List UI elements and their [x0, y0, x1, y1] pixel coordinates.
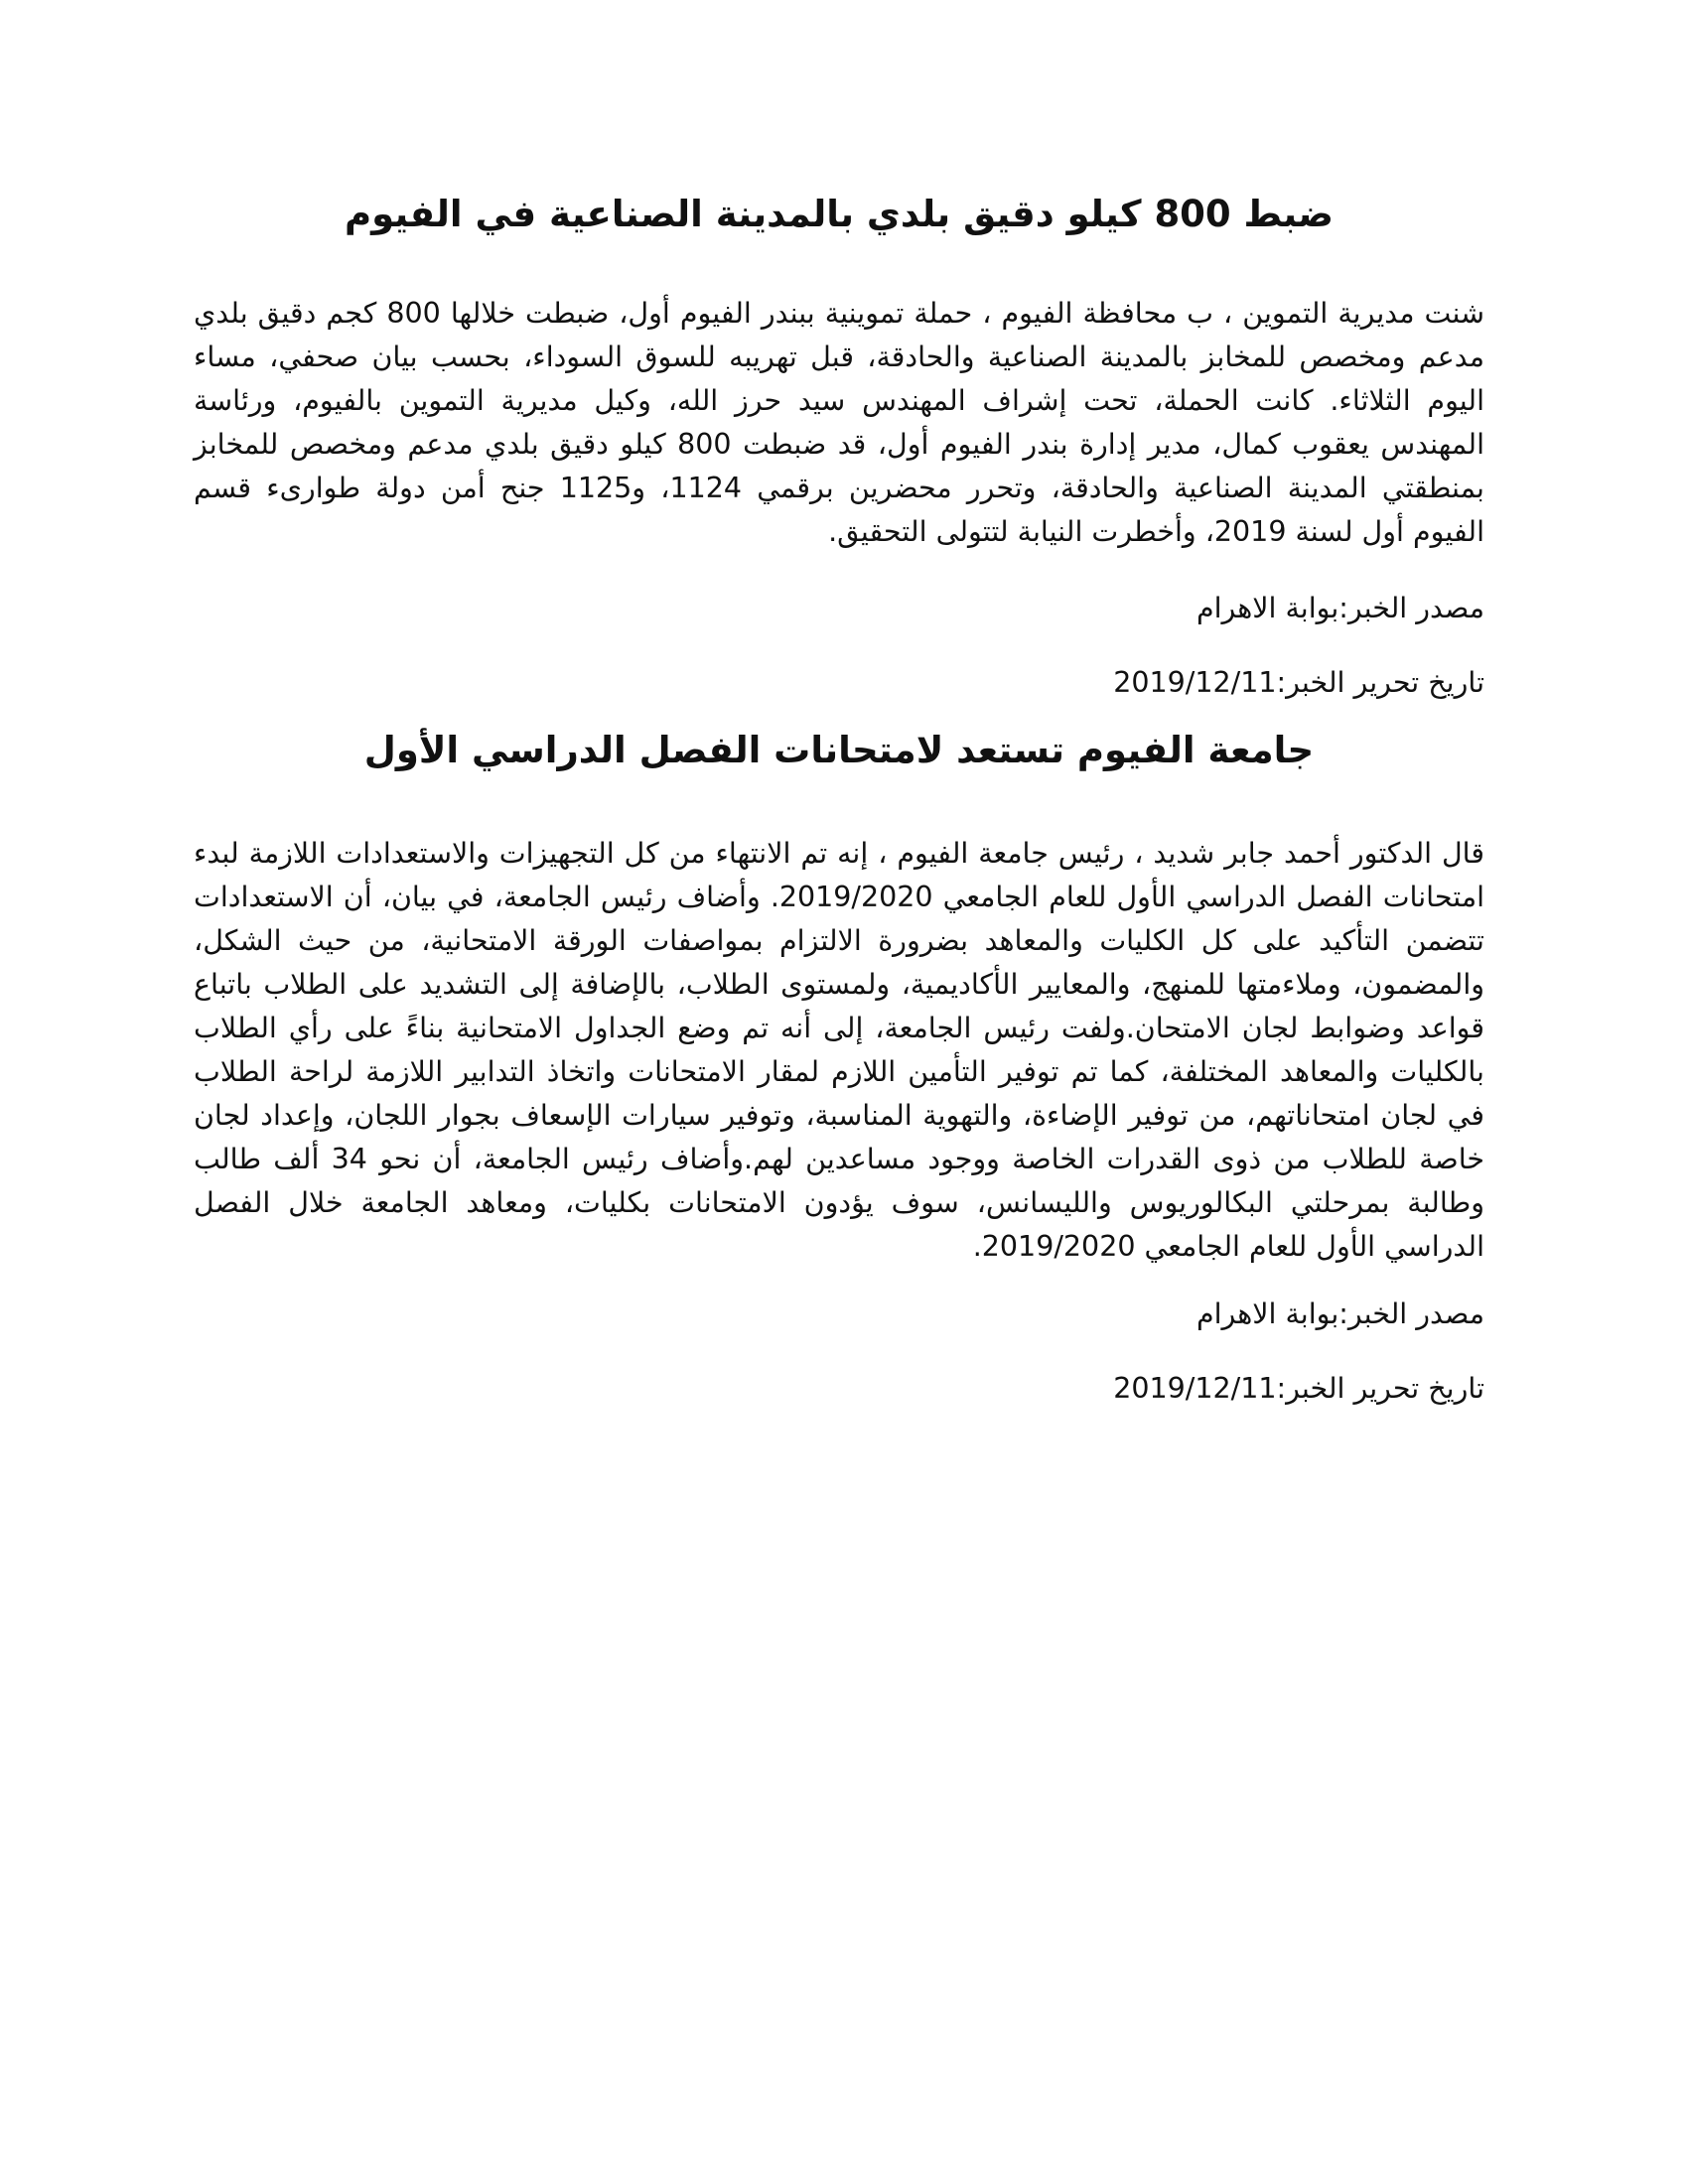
article-title: ضبط 800 كيلو دقيق بلدي بالمدينة الصناعية في الفيوم: [344, 193, 1335, 235]
article-body: شنت مديرية التموين ، ب محافظة الفيوم ، حملة تموينية ببندر الفيوم أول، ضبطت خلالها 800 كجم دقيق بلدي مدعم ومخصص للمخابز بالمدينة الصناعية والحادقة، قبل تهريبه للسوق السوداء، بحسب بيان صحفي، مساء اليوم الثلاثاء. كانت الحملة، تحت إشراف المهندس سيد حرز الله، وكيل مديرية التموين بالفيوم، ورئاسة المهندس يعقوب كمال، مدير إدارة بندر الفيوم أول، قد ضبطت 800 كيلو دقيق بلدي مدعم ومخصص للمخابز بمنطقتي المدينة الصناعية والحادقة، وتحرر محضرين برقمي 1124، و1125 جنح أمن دولة طوارىء قسم الفيوم أول لسنة 2019، وأخطرت النيابة لتتولى التحقيق.: [194, 297, 1484, 548]
news-article: [194, 725, 1484, 1411]
news-article: [194, 189, 1484, 705]
document-page: [194, 189, 1484, 1411]
article-title: جامعة الفيوم تستعد لامتحانات الفصل الدراسي الأول: [363, 729, 1315, 771]
article-date: تاريخ تحرير الخبر:2019/12/11: [1113, 1372, 1484, 1405]
article-date: تاريخ تحرير الخبر:2019/12/11: [1113, 666, 1484, 699]
article-source: مصدر الخبر:بوابة الاهرام: [1196, 592, 1484, 624]
article-body: قال الدكتور أحمد جابر شديد ، رئيس جامعة الفيوم ، إنه تم الانتهاء من كل التجهيزات والاستعدادات اللازمة لبدء امتحانات الفصل الدراسي الأول للعام الجامعي 2019/2020. وأضاف رئيس الجامعة، في بيان، أن الاستعدادات تتضمن التأكيد على كل الكليات والمعاهد بضرورة الالتزام بمواصفات الورقة الامتحانية، من حيث الشكل، والمضمون، وملاءمتها للمنهج، والمعايير الأكاديمية، ولمستوى الطلاب، بالإضافة إلى التشديد على الطلاب باتباع قواعد وضوابط لجان الامتحان.ولفت رئيس الجامعة، إلى أنه تم وضع الجداول الامتحانية بناءً على رأي الطلاب بالكليات والمعاهد المختلفة، كما تم توفير التأمين اللازم لمقار الامتحانات واتخاذ التدابير اللازمة لراحة الطلاب في لجان امتحاناتهم، من توفير الإضاءة، والتهوية المناسبة، وتوفير سيارات الإسعاف بجوار اللجان، وإعداد لجان خاصة للطلاب من ذوى القدرات الخاصة ووجود مساعدين لهم.وأضاف رئيس الجامعة، أن نحو 34 ألف طالب وطالبة بمرحلتي البكالوريوس والليسانس، سوف يؤدون الامتحانات بكليات، ومعاهد الجامعة خلال الفصل الدراسي الأول للعام الجامعي 2019/2020.: [194, 837, 1485, 1263]
article-source: مصدر الخبر:بوابة الاهرام: [1196, 1297, 1484, 1330]
